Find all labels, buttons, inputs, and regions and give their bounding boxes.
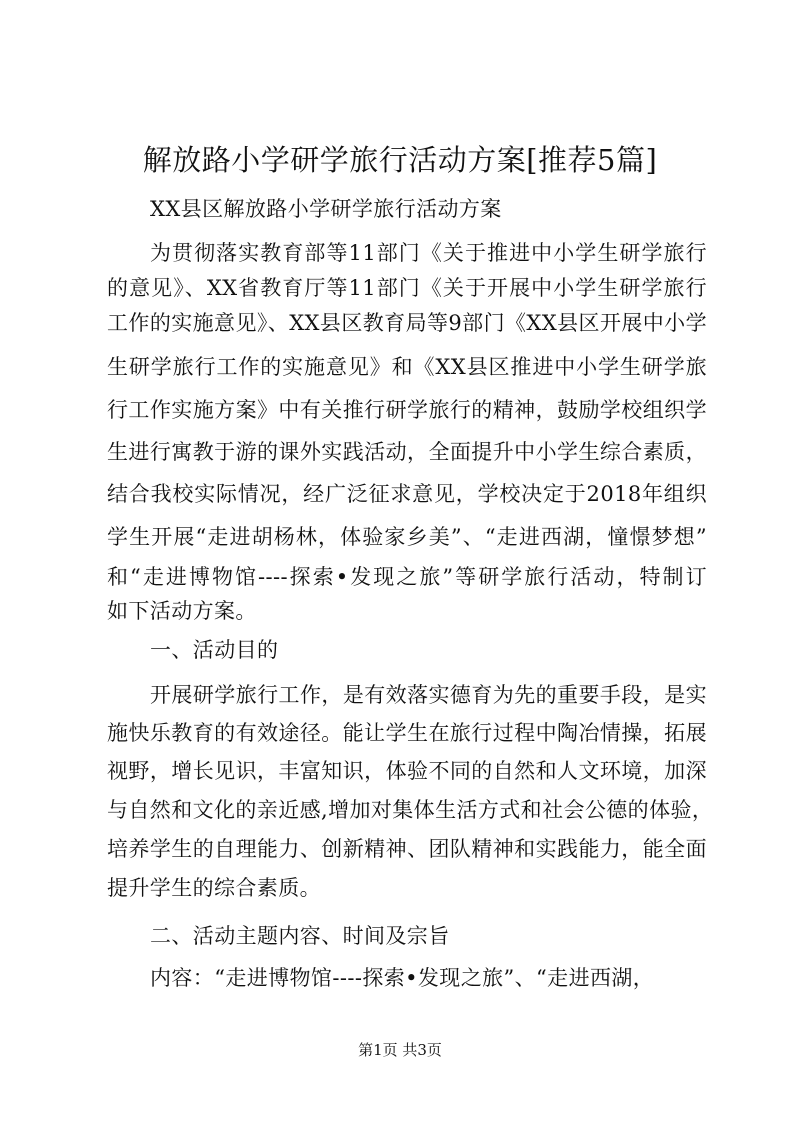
paragraph-line: 行工作实施方案》中有关推行研学旅行的精神，鼓励学校组织学 [107, 398, 707, 422]
paragraph-line: 为贯彻落实教育部等11部门《关于推进中小学生研学旅行 [150, 241, 707, 265]
paragraph-line: 开展研学旅行工作，是有效落实德育为先的重要手段，是实 [150, 683, 707, 707]
paragraph-line: 和“走进博物馆----探索•发现之旅”等研学旅行活动，特制订 [107, 565, 707, 589]
section-heading: 一、活动目的 [150, 638, 279, 662]
paragraph-line: 与自然和文化的亲近感,增加对集体生活方式和社会公德的体验， [107, 798, 714, 822]
section-heading: 二、活动主题内容、时间及宗旨 [150, 924, 450, 948]
paragraph-line: 的意见》、XX省教育厅等11部门《关于开展中小学生研学旅行 [107, 276, 707, 300]
document-title: 解放路小学研学旅行活动方案[推荐5篇] [142, 143, 658, 177]
paragraph-line: 生进行寓教于游的课外实践活动，全面提升中小学生综合素质， [107, 440, 707, 464]
paragraph-line: 施快乐教育的有效途径。能让学生在旅行过程中陶冶情操，拓展 [107, 721, 707, 745]
paragraph-line: 提升学生的综合素质。 [107, 876, 321, 900]
paragraph-line: 培养学生的自理能力、创新精神、团队精神和实践能力，能全面 [107, 837, 707, 861]
paragraph-line: 工作的实施意见》、XX县区教育局等9部门《XX县区开展中小学 [107, 311, 707, 335]
page-number: 第1页 共3页 [358, 1041, 442, 1059]
paragraph-line: 如下活动方案。 [107, 599, 257, 623]
paragraph-line: 内容：“走进博物馆----探索•发现之旅”、“走进西湖， [150, 966, 655, 990]
paragraph-line: 学生开展“走进胡杨林，体验家乡美”、“走进西湖，憧憬梦想” [107, 525, 707, 549]
paragraph-line: 视野，增长见识，丰富知识，体验不同的自然和人文环境，加深 [107, 759, 707, 783]
paragraph-line: 生研学旅行工作的实施意见》和《XX县区推进中小学生研学旅 [107, 355, 707, 379]
paragraph-line: 结合我校实际情况，经广泛征求意见，学校决定于2018年组织 [107, 482, 707, 506]
subtitle-line: XX县区解放路小学研学旅行活动方案 [150, 197, 502, 221]
